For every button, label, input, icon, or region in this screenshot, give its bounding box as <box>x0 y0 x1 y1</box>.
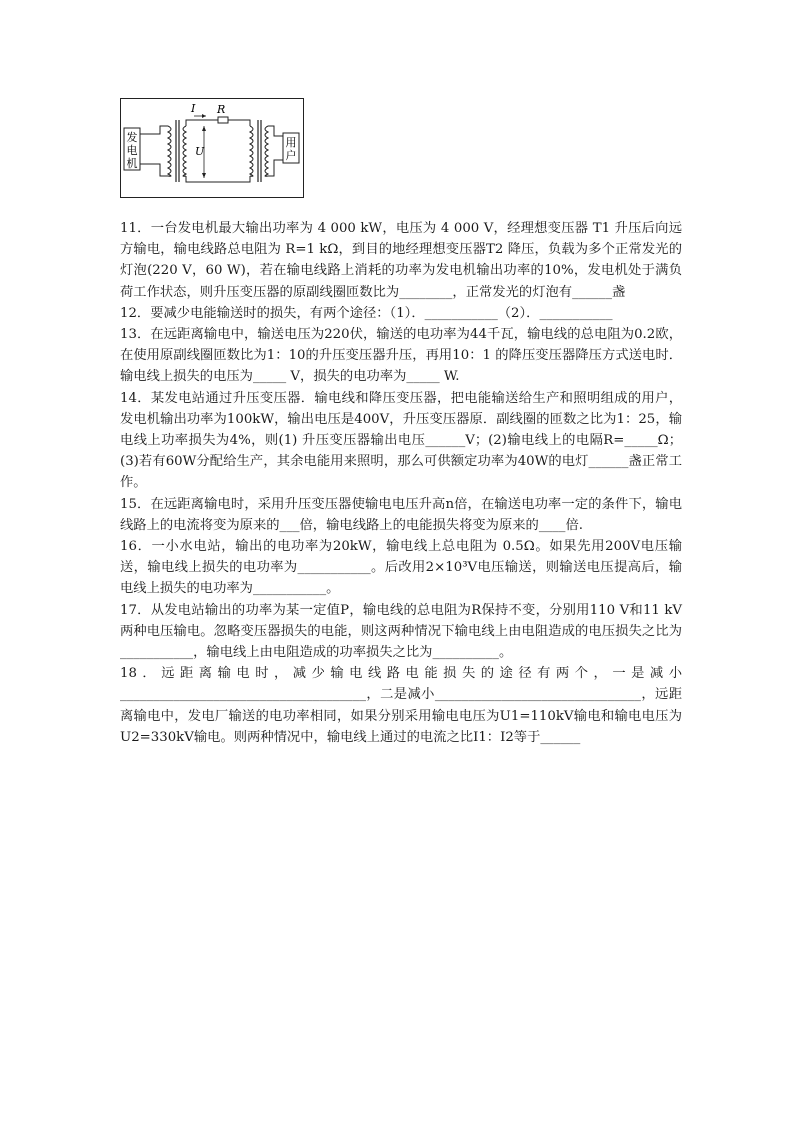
generator-label-2: 电 <box>126 144 138 157</box>
question-18: 18．远距离输电时，减少输电线路电能损失的途径有两个，一是减小_____________________________________，二是减小_______________________________，远距离输电中，发电厂输送的电功率相同，如果分别采用输电电压为U1=110kV输电和输电电压为U2=330kV输电。则两种情况中，输电线上通过的电流之比I1：I2等于______ <box>120 666 682 745</box>
wire-gen-bottom <box>140 164 168 176</box>
wire-user-top <box>268 126 283 136</box>
transmission-circuit-diagram <box>120 98 304 198</box>
current-arrow-head <box>202 114 206 118</box>
question-17: 17．从发电站输出的功率为某一定值P，输电线的总电阻为R保持不变，分别用110 V和11 kV 两种电压输电。忽略变压器损失的电能，则这两种情况下输电线上由电阻造成的电压损失之比为___________，输电线上由电阻造成的功率损失之比为__________。 <box>120 602 682 661</box>
wire-user-bottom <box>268 160 283 176</box>
line-top-right <box>228 120 250 126</box>
question-12: 12．要减少电能输送时的损失，有两个途径：（1）．___________（2）．___________ <box>120 305 613 321</box>
line-bottom <box>186 176 250 182</box>
diagram-frame <box>121 99 304 198</box>
current-label: I <box>191 102 196 115</box>
user-label-2: 户 <box>285 149 297 162</box>
resistance-label: R <box>217 103 226 116</box>
voltage-arrow-bottom <box>202 173 206 178</box>
question-16: 16．一小水电站，输出的电功率为20kW，输电线上总电阻为 0.5Ω。如果先用200V电压输送，输电线上损失的电功率为___________。后改用2×10³V电压输送，则输送电压提高后，输电线上损失的电功率为___________。 <box>120 539 682 597</box>
question-14: 14．某发电站通过升压变压器．输电线和降压变压器，把电能输送给生产和照明组成的用户，发电机输出功率为100kW，输出电压是400V，升压变压器原．副线圈的匝数之比为1：25，输电线上功率损失为4%，则(1) 升压变压器输出电压______V；(2)输电线上的电隔R=_____Ω；(3)若有60W分配给生产，其余电能用来照明，那么可供额定功率为40W的电灯______盏正常工作。 <box>120 390 682 491</box>
voltage-label: U <box>195 145 205 158</box>
generator-label-3: 机 <box>126 157 138 170</box>
question-13: 13．在远距离输电中，输送电压为220伏，输送的电功率为44千瓦，输电线的总电阻为0.2欧，在使用原副线圈匝数比为1：10的升压变压器升压，再用10：1 的降压变压器降压方式送电时．输电线上损失的电压为_____ V，损失的电功率为_____ W. <box>120 327 682 385</box>
voltage-arrow-top <box>202 126 206 131</box>
line-resistor <box>218 117 228 123</box>
question-list <box>120 218 682 748</box>
step-down-transformer <box>250 120 268 182</box>
user-label-1: 用 <box>285 136 297 149</box>
generator-label-1: 发 <box>126 131 138 144</box>
step-up-transformer <box>168 120 186 182</box>
line-top-left <box>186 120 218 126</box>
wire-gen-top <box>140 126 168 134</box>
question-15: 15．在远距离输电时，采用升压变压器使输电电压升高n倍，在输送电功率一定的条件下，输电线路上的电流将变为原来的___倍，输电线路上的电能损失将变为原来的____倍. <box>120 496 682 533</box>
question-11: 11．一台发电机最大输出功率为 4 000 kW，电压为 4 000 V，经理想变压器 T1 升压后向远方输电，输电线路总电阻为 R=1 kΩ，到目的地经理想变压器T2 降压，负载为多个正常发光的灯泡(220 V，60 W)，若在输电线路上消耗的功率为发电机输出功率的10%，发电机处于满负荷工作状态，则升压变压器的原副线圈匝数比为________，正常发光的灯泡有______盏 <box>120 221 682 300</box>
